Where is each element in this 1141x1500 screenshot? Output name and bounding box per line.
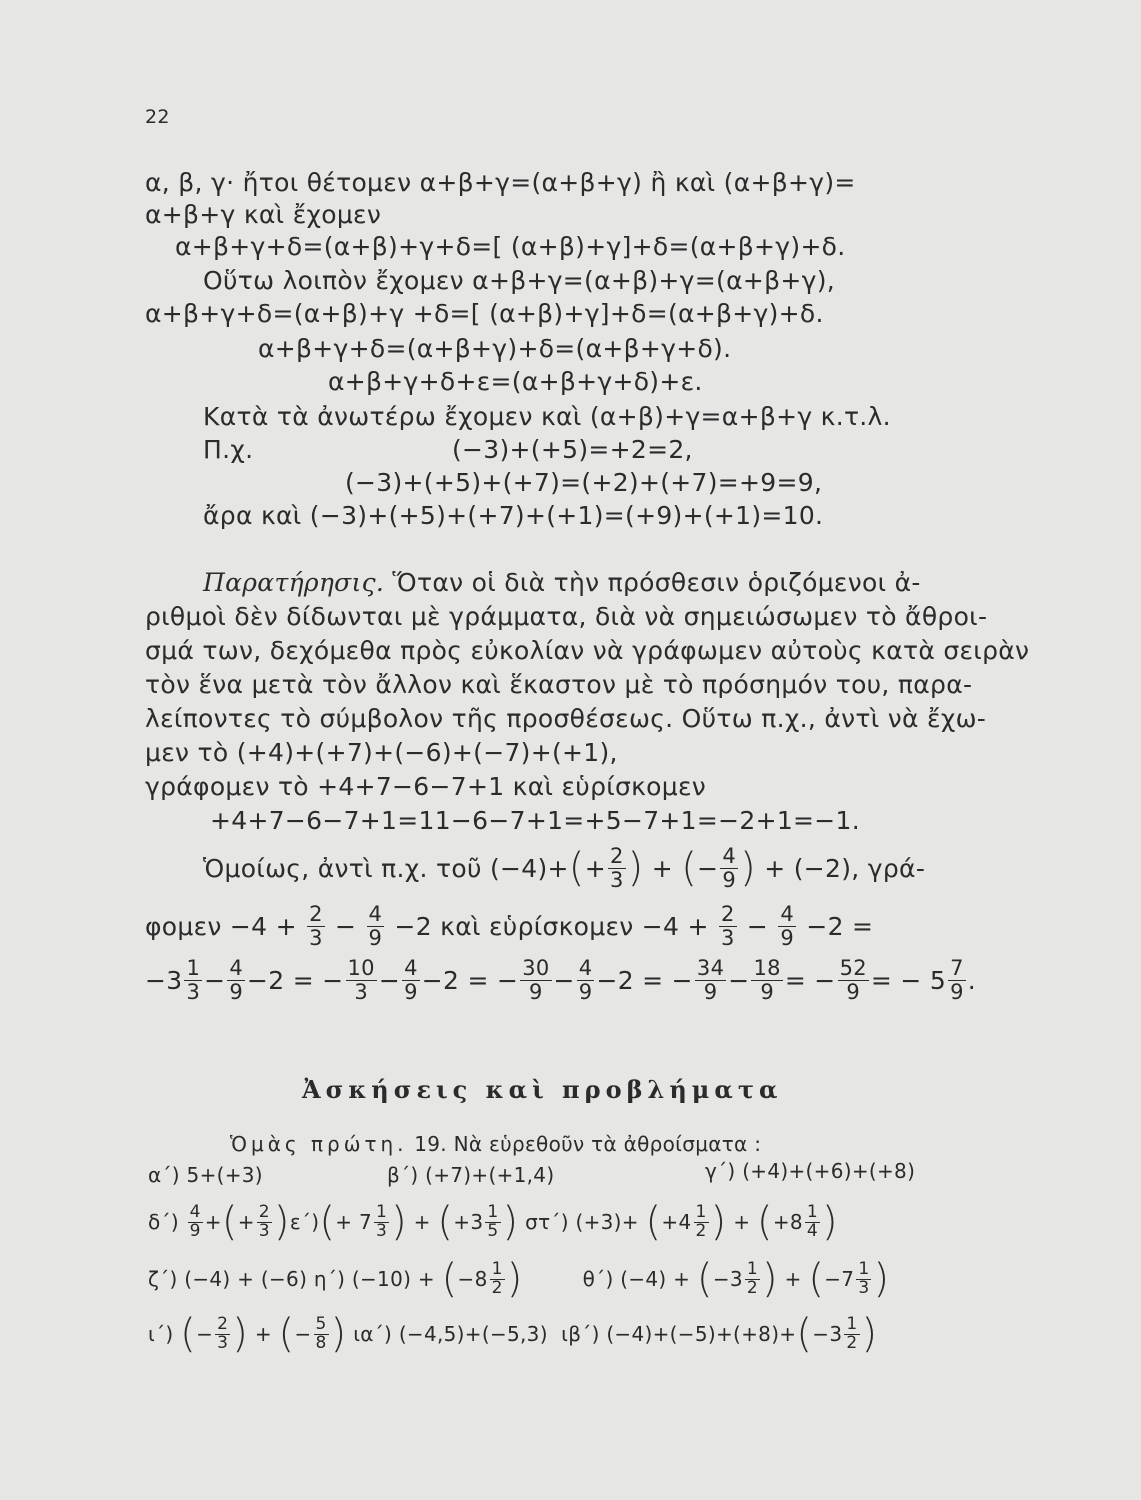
remark-line: λείποντες τὸ σύμβολον τῆς προσθέσεως. Οὕτω π.χ., ἀντὶ νὰ ἔχω- <box>145 704 987 733</box>
remark-text: Ὅταν οἱ διὰ τὴν πρόσθεσιν ὁριζόμενοι ἀ- <box>392 568 921 597</box>
exercise-label: δ΄) <box>148 1210 179 1234</box>
exercise-row-z: ζ΄) (−4) + (−6) η΄) (−10) + ( −8 $\frac{1}{2}$ ) θ΄) (−4) + ( −3 $\frac{1}{2}$ ) + ( −7 $\frac{1}{3}$ ) <box>148 1256 890 1302</box>
remark-formula: +4+7−6−7+1=11−6−7+1=+5−7+1=−2+1=−1. <box>210 806 860 835</box>
exercise-ia: ια΄) (−4,5)+(−5,3) <box>353 1322 548 1346</box>
similarly-line-2: φομεν −4 + $\frac{2}{3}$ − $\frac{4}{9}$ −2 καὶ εὑρίσκομεν −4 + $\frac{2}{3}$ − $\frac{4}{9}$ −2 = <box>145 902 874 950</box>
similarly-end: + (−2), γρά- <box>764 853 926 883</box>
exercise-label: η΄) (−10) + <box>313 1267 435 1291</box>
group-label: Ὁμὰς πρώτη. <box>230 1132 408 1156</box>
formula-line: α+β+γ+δ=(α+β)+γ+δ=[ (α+β)+γ]+δ=(α+β+γ)+δ. <box>175 232 846 261</box>
fraction: $\frac{2}{3}$ <box>721 902 735 950</box>
exercise-a: α΄) 5+(+3) <box>148 1163 263 1187</box>
exercise-row-d: δ΄) $\frac{4}{9}$ + ( + $\frac{2}{3}$ ) ε΄) ( + 7 $\frac{1}{3}$ ) + ( +3 $\frac{1}{5}$ ) στ΄) (+3)+ ( +4 $\frac{1}{2}$ ) + ( +8 $\frac{1}{4}$ ) <box>148 1199 838 1245</box>
example-line: ἄρα καὶ (−3)+(+5)+(+7)+(+1)=(+9)+(+1)=10. <box>203 501 824 530</box>
similarly-text: −2 καὶ εὑρίσκομεν −4 + <box>394 911 709 941</box>
example-line: (−3)+(+5)+(+7)=(+2)+(+7)=+9=9, <box>345 468 823 497</box>
similarly-text: φομεν −4 + <box>145 911 297 941</box>
exercise-c: γ΄) (+4)+(+6)+(+8) <box>705 1159 916 1183</box>
text-line: α, β, γ· ἤτοι θέτομεν α+β+γ=(α+β+γ) ἢ καὶ (α+β+γ)= <box>145 168 856 197</box>
exercise-label: ιβ΄) (−4)+(−5)+(+8)+ <box>561 1322 797 1346</box>
page-number: 22 <box>145 106 170 128</box>
exercise-z: ζ΄) (−4) + (−6) <box>148 1267 308 1291</box>
remark-line: ριθμοὶ δὲν δίδωνται μὲ γράμματα, διὰ νὰ σημειώσωμεν τὸ ἄθροι- <box>145 602 988 631</box>
fraction: $\frac{4}{9}$ <box>722 844 737 892</box>
fraction: $\frac{4}{9}$ <box>368 902 383 950</box>
section-heading: Ἀσκήσεις καὶ προβλήματα <box>302 1075 783 1104</box>
exercise-row-i: ι΄) ( − $\frac{2}{3}$ ) + ( − $\frac{5}{8}$ ) ια΄) (−4,5)+(−5,3) ιβ΄) (−4)+(−5)+(+8)+ ( −3 $\frac{1}{2}$ ) <box>148 1311 878 1357</box>
text-line: Οὕτω λοιπὸν ἔχομεν α+β+γ=(α+β)+γ=(α+β+γ), <box>203 266 835 295</box>
example-line: (−3)+(+5)=+2=2, <box>452 435 693 464</box>
computation-line: −3 $\frac{1}{3}$ − $\frac{4}{9}$ −2 = − $\frac{10}{3}$ − $\frac{4}{9}$ −2 = − $\frac{30}{9}$ − $\frac{4}{9}$ −2 = − $\frac{34}{9}$ − $\frac{18}{9}$ = − $\frac{52}{9}$ = − 5 $\frac{7}{9}$ . <box>145 956 977 1004</box>
remark-first-line <box>203 570 921 595</box>
similarly-text: −2 = <box>806 911 874 941</box>
exercise-label: ε΄) <box>289 1210 320 1234</box>
formula-line: α+β+γ+δ+ε=(α+β+γ+δ)+ε. <box>328 367 703 396</box>
fraction: $\frac{2}{3}$ <box>309 902 323 950</box>
exercise-instruction: 19. Νὰ εὑρεθοῦν τὰ ἀθροίσματα : <box>414 1132 762 1156</box>
example-label: Π.χ. <box>203 435 254 464</box>
exercise-b: β΄) (+7)+(+1,4) <box>387 1163 555 1187</box>
fraction: $\frac{2}{3}$ <box>609 844 624 892</box>
formula-line: α+β+γ+δ=(α+β)+γ +δ=[ (α+β)+γ]+δ=(α+β+γ)+δ. <box>145 299 824 328</box>
text-line: α+β+γ καὶ ἔχομεν <box>145 200 382 229</box>
fraction: $\frac{4}{9}$ <box>780 902 795 950</box>
similarly-line: Ὁμοίως, ἀντὶ π.χ. τοῦ (−4)+ ( + $\frac{2}{3}$ ) + ( − $\frac{4}{9}$ ) + (−2), γρά- <box>203 844 926 892</box>
formula-line: α+β+γ+δ=(α+β+γ)+δ=(α+β+γ+δ). <box>258 334 732 363</box>
remark-line: τὸν ἕνα μετὰ τὸν ἄλλον καὶ ἕκαστον μὲ τὸ πρόσημόν του, παρα- <box>145 670 973 699</box>
remark-line: γράφομεν τὸ +4+7−6−7+1 καὶ εὑρίσκομεν <box>145 772 707 801</box>
exercise-label: στ΄) (+3)+ <box>525 1210 639 1234</box>
exercise-intro <box>230 1134 761 1154</box>
remark-line: μεν τὸ (+4)+(+7)+(−6)+(−7)+(+1), <box>145 738 618 767</box>
exercise-label: ι΄) <box>148 1322 174 1346</box>
remark-line: σμά των, δεχόμεθα πρὸς εὐκολίαν νὰ γράφωμεν αὐτοὺς κατὰ σειρὰν <box>145 636 1030 665</box>
exercise-label: θ΄) (−4) + <box>582 1267 691 1291</box>
remark-title: Παρατήρησις. <box>203 568 385 597</box>
similarly-start: Ὁμοίως, ἀντὶ π.χ. τοῦ (−4)+ <box>203 853 569 883</box>
text-line: Κατὰ τὰ ἀνωτέρω ἔχομεν καὶ (α+β)+γ=α+β+γ κ.τ.λ. <box>203 402 891 431</box>
